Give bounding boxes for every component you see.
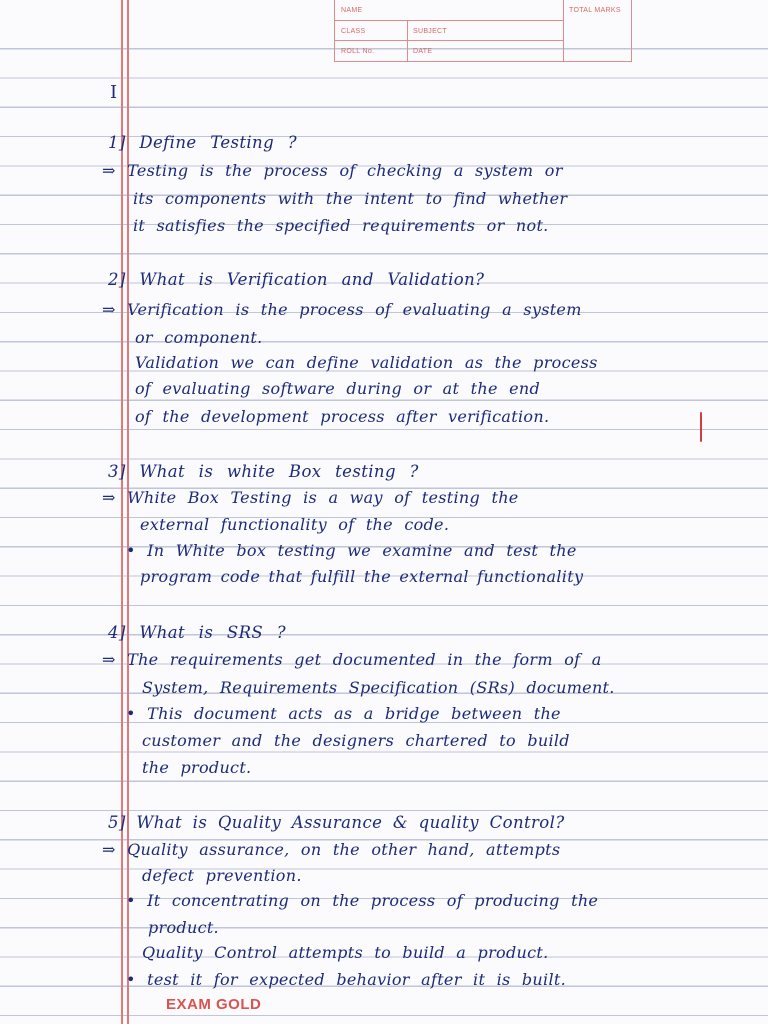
- answer-4-line: • This document acts as a bridge between the: [126, 704, 561, 723]
- header-form-box: [334, 0, 632, 62]
- question-3-heading: 3] What is white Box testing ?: [108, 462, 419, 481]
- answer-2-line: or component.: [135, 328, 263, 347]
- answer-1-line: it satisfies the specified requirements or not.: [133, 216, 549, 235]
- question-2-heading: 2] What is Verification and Validation?: [108, 270, 485, 289]
- margin-line-left: [121, 0, 123, 1024]
- answer-2-line: of evaluating software during or at the end: [135, 379, 541, 398]
- subject-label: SUBJECT: [413, 28, 447, 35]
- roman-numeral: I: [110, 82, 118, 103]
- name-label: NAME: [341, 7, 363, 14]
- answer-3-line: ⇒ White Box Testing is a way of testing the: [102, 488, 519, 507]
- answer-1-line: its components with the intent to find whether: [133, 189, 568, 208]
- question-5-heading: 5] What is Quality Assurance & quality Control?: [108, 813, 565, 832]
- answer-1-line: ⇒ Testing is the process of checking a system or: [102, 161, 563, 180]
- answer-5-line: • It concentrating on the process of producing the: [126, 891, 599, 910]
- answer-2-line: ⇒ Verification is the process of evaluating a system: [102, 300, 582, 319]
- total-marks-label: TOTAL MARKS: [569, 7, 621, 14]
- answer-3-line: external functionality of the code.: [140, 515, 450, 534]
- answer-2-line: Validation we can define validation as the process: [135, 353, 598, 372]
- question-4-heading: 4] What is SRS ?: [108, 623, 286, 642]
- brand-logo: EXAM GOLD: [166, 996, 262, 1013]
- answer-5-line: product.: [148, 918, 219, 937]
- answer-5-line: Quality Control attempts to build a product.: [142, 943, 549, 962]
- answer-4-line: customer and the designers chartered to build: [142, 731, 570, 750]
- roll-number-label: ROLL No.: [341, 48, 375, 55]
- answer-5-line: ⇒ Quality assurance, on the other hand, attempts: [102, 840, 561, 859]
- class-label: CLASS: [341, 28, 366, 35]
- answer-3-line: program code that fulfill the external functionality: [140, 567, 584, 586]
- question-1-heading: 1] Define Testing ?: [108, 133, 297, 152]
- answer-4-line: ⇒ The requirements get documented in the form of a: [102, 650, 602, 669]
- date-label: DATE: [413, 48, 433, 55]
- answer-5-line: defect prevention.: [142, 866, 302, 885]
- margin-line-right: [127, 0, 129, 1024]
- header-rule: [335, 20, 563, 21]
- answer-4-line: System, Requirements Specification (SRs) document.: [142, 678, 615, 697]
- red-margin-mark: [700, 412, 702, 442]
- header-divider: [407, 21, 408, 62]
- answer-5-line: • test it for expected behavior after it is built.: [126, 970, 566, 989]
- answer-4-line: the product.: [142, 758, 252, 777]
- header-divider: [563, 0, 564, 62]
- answer-3-line: • In White box testing we examine and test the: [126, 541, 577, 560]
- header-rule: [335, 40, 563, 41]
- answer-2-line: of the development process after verification.: [135, 407, 550, 426]
